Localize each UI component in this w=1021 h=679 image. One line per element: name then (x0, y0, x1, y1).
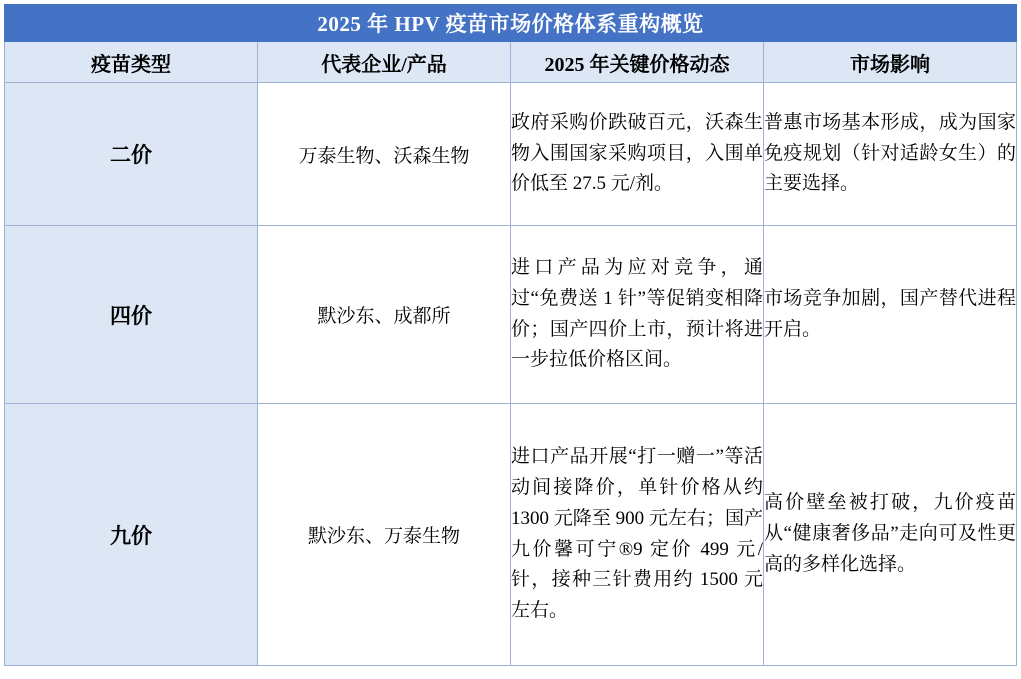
cell-market-impact: 普惠市场基本形成，成为国家免疫规划（针对适龄女生）的主要选择。 (764, 83, 1017, 226)
cell-market-impact: 高价壁垒被打破，九价疫苗从“健康奢侈品”走向可及性更高的多样化选择。 (764, 404, 1017, 666)
column-header-vaccine-type: 疫苗类型 (5, 42, 258, 83)
cell-market-impact: 市场竞争加剧，国产替代进程开启。 (764, 226, 1017, 404)
table-title: 2025 年 HPV 疫苗市场价格体系重构概览 (5, 5, 1017, 42)
column-header-company: 代表企业/产品 (258, 42, 511, 83)
table-row (5, 226, 1017, 404)
cell-vaccine-type: 九价 (5, 404, 258, 666)
table-title-row (5, 5, 1017, 42)
cell-price-dynamics: 进口产品为应对竞争，通过“免费送 1 针”等促销变相降价；国产四价上市，预计将进一步拉低价格区间。 (511, 226, 764, 404)
cell-vaccine-type: 二价 (5, 83, 258, 226)
cell-company: 默沙东、成都所 (258, 226, 511, 404)
cell-company: 万泰生物、沃森生物 (258, 83, 511, 226)
column-header-price-dynamics: 2025 年关键价格动态 (511, 42, 764, 83)
table-row (5, 83, 1017, 226)
cell-price-dynamics: 政府采购价跌破百元，沃森生物入围国家采购项目，入围单价低至 27.5 元/剂。 (511, 83, 764, 226)
hpv-price-table (4, 4, 1017, 666)
cell-company: 默沙东、万泰生物 (258, 404, 511, 666)
cell-vaccine-type: 四价 (5, 226, 258, 404)
table-header-row (5, 42, 1017, 83)
cell-price-dynamics: 进口产品开展“打一赠一”等活动间接降价，单针价格从约 1300 元降至 900 元左右；国产九价馨可宁®9 定价 499 元/针，接种三针费用约 1500 元左右。 (511, 404, 764, 666)
table-row (5, 404, 1017, 666)
column-header-market-impact: 市场影响 (764, 42, 1017, 83)
